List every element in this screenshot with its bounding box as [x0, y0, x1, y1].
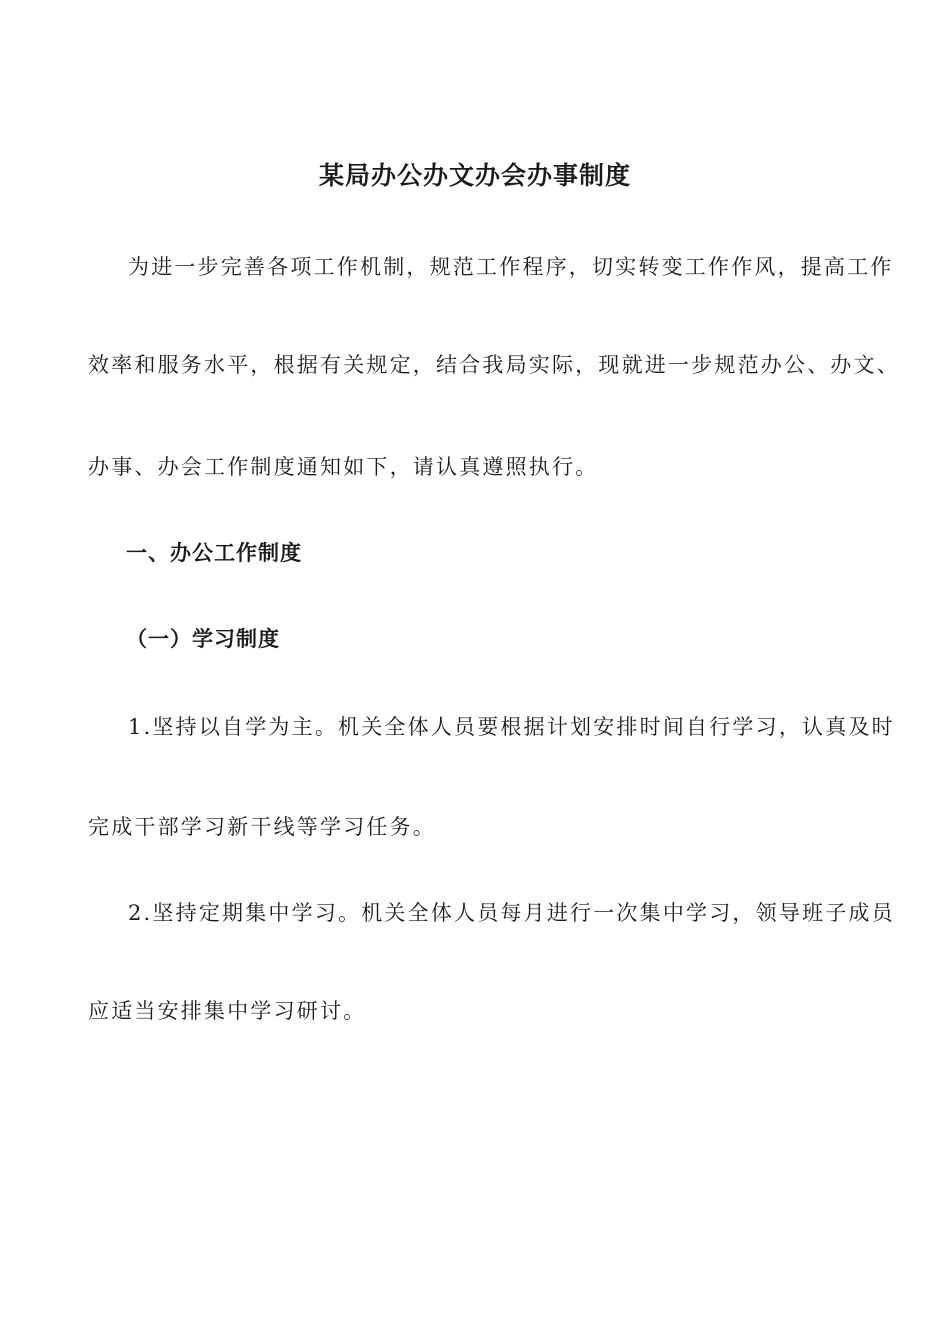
item-1-line-1: 1.坚持以自学为主。机关全体人员要根据计划安排时间自行学习，认真及时	[128, 715, 895, 739]
item-1-line-2: 完成干部学习新干线等学习任务。	[88, 815, 436, 839]
item-2-line-2: 应适当安排集中学习研讨。	[88, 999, 367, 1023]
intro-line-1: 为进一步完善各项工作机制，规范工作程序，切实转变工作作风，提高工作	[128, 255, 894, 279]
intro-line-3: 办事、办会工作制度通知如下，请认真遵照执行。	[88, 455, 599, 479]
document-title: 某局办公办文办会办事制度	[318, 161, 631, 190]
intro-line-2: 效率和服务水平，根据有关规定，结合我局实际，现就进一步规范办公、办文、	[88, 353, 900, 377]
item-2-line-1: 2.坚持定期集中学习。机关全体人员每月进行一次集中学习，领导班子成员	[128, 901, 895, 925]
section-heading: 一、办公工作制度	[126, 540, 302, 565]
subsection-heading: （一）学习制度	[126, 626, 280, 651]
